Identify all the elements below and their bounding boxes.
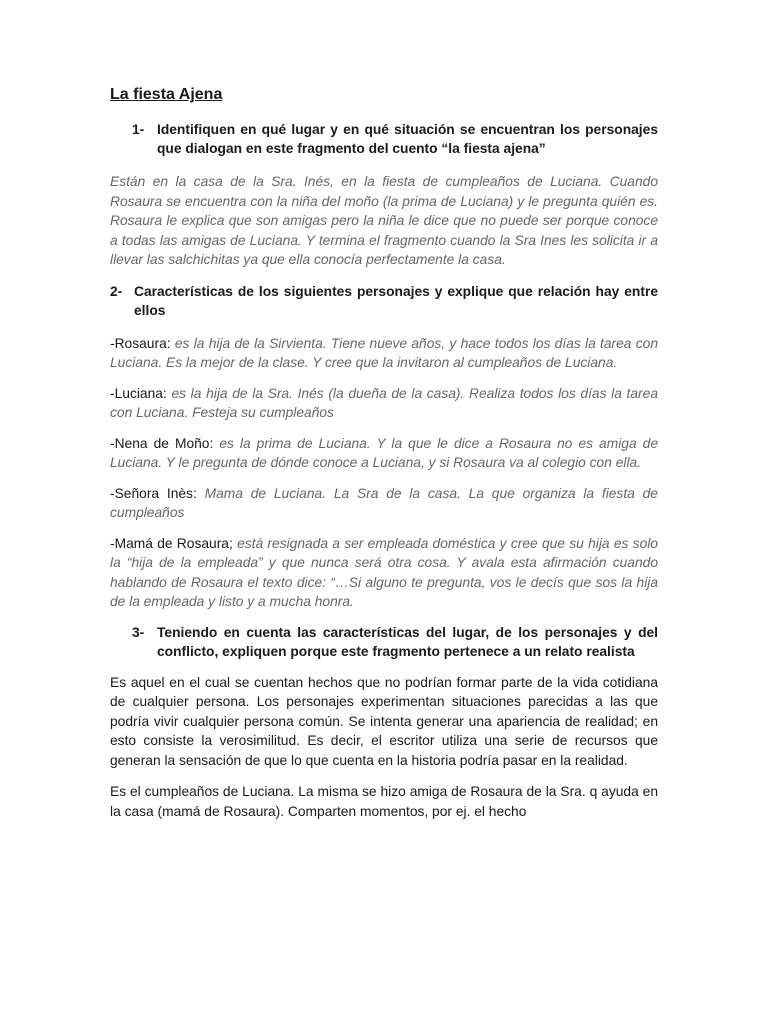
character-description: Mama de Luciana. La Sra de la casa. La que organiza la fiesta de cumpleaños — [110, 485, 658, 520]
character-description: está resignada a ser empleada doméstica y cree que su hija es solo la “hija de la empleada” y que nunca será otra cosa. Y avala esta afirmación cuando hablando de Rosaura el texto dice: “…Si alguno te pregunta, vos le decís que sos la hija de la empleada y listo y a mucha honra. — [110, 535, 658, 609]
question-2-text: Características de los siguientes personajes y explique que relación hay entre ellos — [134, 283, 658, 318]
character-description: es la hija de la Sra. Inés (la dueña de la casa). Realiza todos los días la tarea con Luciana. Festeja su cumpleaños — [110, 385, 658, 420]
question-1 — [132, 120, 658, 158]
character-label: -Nena de Moño: — [110, 435, 214, 451]
character-description: es la hija de la Sirvienta. Tiene nueve años, y hace todos los días la tarea con Luciana. Es la mejor de la clase. Y cree que la invitaron al cumpleaños de Luciana. — [110, 335, 658, 370]
answer-3-paragraph-1: Es aquel en el cual se cuentan hechos que no podrían formar parte de la vida cotidiana de cualquier persona. Los personajes experimentan situaciones parecidas a las que podría vivir cualquier persona común. Se intenta generar una apariencia de realidad; en esto consiste la verosimilitud. Es decir, el escritor utiliza una serie de recursos que generan la sensación de que lo que cuenta en la historia podría pasar en la realidad. — [110, 674, 658, 768]
question-3-text: Teniendo en cuenta las características del lugar, de los personajes y del conflicto, expliquen porque este fragmento pertenece a un relato realista — [157, 624, 658, 659]
character-nena-de-mono — [110, 434, 658, 473]
document-title: La fiesta Ajena — [110, 86, 223, 103]
question-1-number: 1- — [132, 122, 145, 137]
document-page — [110, 86, 658, 833]
answer-1: Están en la casa de la Sra. Inés, en la fiesta de cumpleaños de Luciana. Cuando Rosaura se encuentra con la niña del moño (la prima de Luciana) y le pregunta quién es. Rosaura le explica que son amigas pero la niña le dice que no puede ser porque conoce a todas las amigas de Luciana. Y termina el fragmento cuando la Sra Ines les solicita ir a llevar las salchichitas ya que ella conocía perfectamente la casa. — [110, 174, 658, 267]
question-3-number: 3- — [132, 624, 145, 640]
question-2 — [110, 282, 658, 320]
question-2-number: 2- — [110, 283, 123, 299]
character-rosaura — [110, 334, 658, 373]
character-label: -Señora Inès: — [110, 485, 197, 501]
answer-3-paragraph-2: Es el cumpleaños de Luciana. La misma se hizo amiga de Rosaura de la Sra. q ayuda en la casa (mamá de Rosaura). Comparten momentos, por ej. el hecho — [110, 784, 658, 819]
character-label: -Mamá de Rosaura; — [110, 535, 233, 551]
character-label: -Rosaura: — [110, 335, 171, 351]
character-luciana — [110, 384, 658, 423]
character-label: -Luciana: — [110, 385, 167, 401]
character-senora-ines — [110, 484, 658, 523]
character-description: es la prima de Luciana. Y la que le dice a Rosaura no es amiga de Luciana. Y le pregunta de dónde conoce a Luciana, y si Rosaura va al colegio con ella. — [110, 435, 658, 470]
question-1-text: Identifiquen en qué lugar y en qué situación se encuentran los personajes que dialogan en este fragmento del cuento “la fiesta ajena” — [157, 122, 658, 156]
question-3 — [132, 623, 658, 661]
character-mama-de-rosaura — [110, 534, 658, 612]
